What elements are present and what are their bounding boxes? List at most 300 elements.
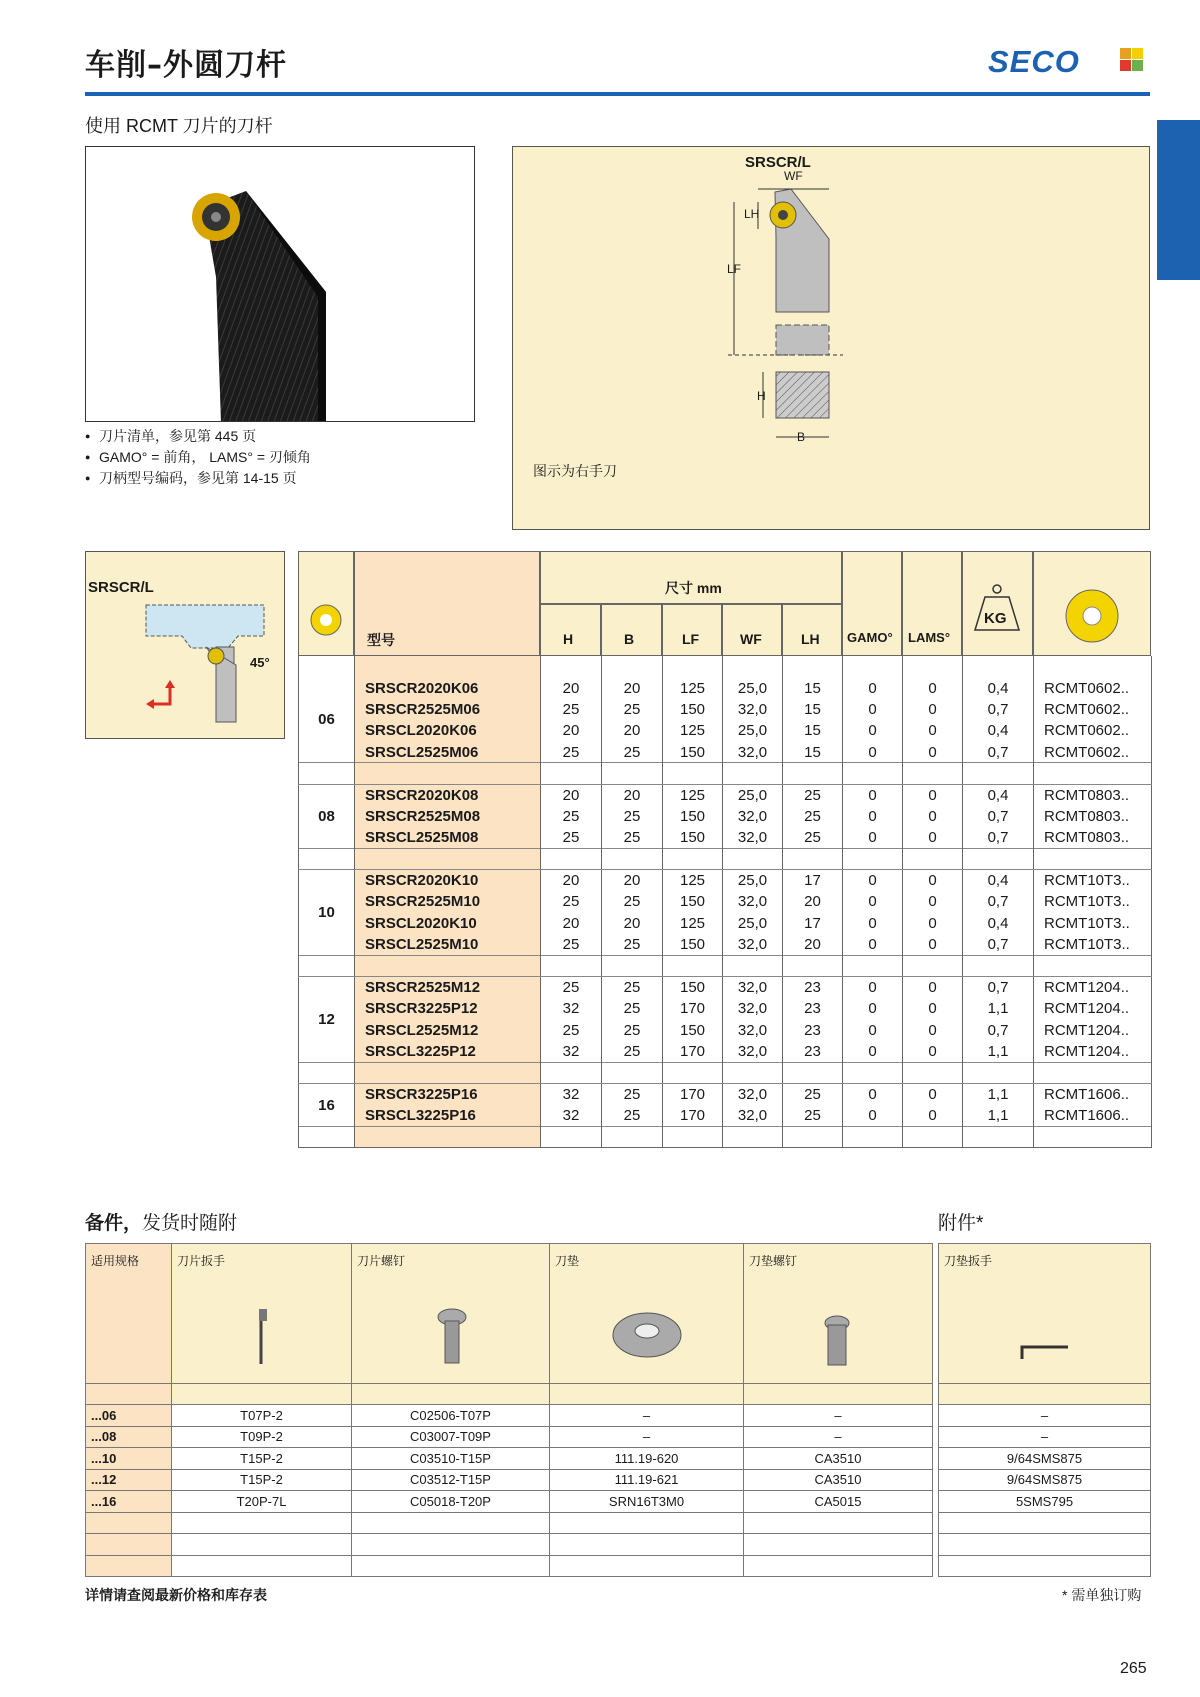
value-cell: 32 (541, 998, 602, 1019)
note-item: ● GAMO° = 前角， LAMS° = 刃倾角 (85, 447, 311, 468)
spares-header-size: 适用规格 (86, 1244, 172, 1384)
model-cell: SRSCR2525M12 (355, 977, 541, 998)
value-cell: 20 (783, 891, 843, 912)
value-cell: 20 (602, 870, 663, 891)
value-cell: 32,0 (723, 891, 783, 912)
insert-cell: RCMT0602.. (1034, 677, 1152, 698)
tool-table (298, 656, 1152, 1148)
value-cell: 0 (903, 934, 963, 955)
accessories-value-cell: 9/64SMS875 (939, 1448, 1151, 1470)
insert-cell: RCMT1204.. (1034, 1041, 1152, 1062)
value-cell: 32,0 (723, 1084, 783, 1105)
spares-table (85, 1243, 933, 1577)
spares-header-label: 刀垫 (555, 1254, 580, 1268)
value-cell: 20 (541, 677, 602, 698)
col-header-label: LAMS° (908, 630, 951, 645)
value-cell: 25 (602, 1041, 663, 1062)
value-cell: 0 (843, 806, 903, 827)
value-cell: 0,4 (963, 784, 1034, 805)
dim-label-wf: WF (784, 169, 803, 183)
table-row (299, 806, 1152, 827)
accessories-row (939, 1491, 1151, 1513)
mini-angle-label: 45° (250, 655, 270, 670)
value-cell: 150 (663, 977, 723, 998)
value-cell: 25 (602, 1105, 663, 1126)
model-cell: SRSCR2020K10 (355, 870, 541, 891)
insert-cell: RCMT0602.. (1034, 720, 1152, 741)
dim-label-b: B (797, 430, 806, 444)
value-cell: 0 (903, 699, 963, 720)
spacer-row (299, 849, 1152, 870)
value-cell: 0,7 (963, 977, 1034, 998)
insert-cell: RCMT0803.. (1034, 827, 1152, 848)
model-cell: SRSCL2525M08 (355, 827, 541, 848)
spares-empty-row (86, 1555, 933, 1577)
insert-cell: RCMT10T3.. (1034, 934, 1152, 955)
value-cell: 0 (903, 1020, 963, 1041)
col-header-label: B (624, 631, 635, 647)
spares-value-cell: – (744, 1405, 933, 1427)
value-cell: 170 (663, 1084, 723, 1105)
value-cell: 0,7 (963, 742, 1034, 763)
value-cell: 0 (843, 699, 903, 720)
value-cell: 0,4 (963, 913, 1034, 934)
spares-value-cell: T15P-2 (172, 1448, 352, 1470)
value-cell: 0 (903, 1041, 963, 1062)
value-cell: 25 (541, 977, 602, 998)
value-cell: 150 (663, 1020, 723, 1041)
spacer-row (299, 763, 1152, 784)
insert-cell: RCMT0803.. (1034, 806, 1152, 827)
insert-cell: RCMT0602.. (1034, 742, 1152, 763)
dims-header-label: 尺寸 mm (665, 580, 722, 596)
value-cell: 0 (843, 677, 903, 698)
mini-diagram-title: SRSCR/L (88, 579, 154, 596)
spares-size-cell: ...12 (86, 1469, 172, 1491)
accessories-value-cell: – (939, 1405, 1151, 1427)
value-cell: 1,1 (963, 1105, 1034, 1126)
value-cell: 25 (602, 1084, 663, 1105)
value-cell: 0,4 (963, 870, 1034, 891)
spares-header-shim-screw (744, 1244, 933, 1384)
value-cell: 125 (663, 913, 723, 934)
value-cell: 125 (663, 870, 723, 891)
spares-value-cell: C05018-T20P (352, 1491, 550, 1513)
value-cell: 1,1 (963, 1084, 1034, 1105)
value-cell: 150 (663, 699, 723, 720)
spares-header-label: 刀垫螺钉 (749, 1254, 798, 1268)
section-subtitle: 使用 RCMT 刀片的刀杆 (85, 116, 273, 136)
value-cell: 25 (602, 742, 663, 763)
accessories-empty-row (939, 1534, 1151, 1556)
value-cell: 23 (783, 998, 843, 1019)
value-cell: 15 (783, 720, 843, 741)
spares-size-cell: ...16 (86, 1491, 172, 1513)
value-cell: 0 (843, 1041, 903, 1062)
value-cell: 0 (843, 742, 903, 763)
accessories-row (939, 1469, 1151, 1491)
value-cell: 25 (602, 934, 663, 955)
table-row (299, 784, 1152, 805)
spares-value-cell: C03512-T15P (352, 1469, 550, 1491)
round-insert-icon (1034, 552, 1150, 655)
spares-empty-row (86, 1534, 933, 1556)
value-cell: 20 (602, 784, 663, 805)
shim-icon (555, 1269, 739, 1369)
insert-cell: RCMT10T3.. (1034, 870, 1152, 891)
spares-row (86, 1491, 933, 1513)
spares-value-cell: 111.19-620 (550, 1448, 744, 1470)
spares-header-key (172, 1244, 352, 1384)
accessories-row (939, 1426, 1151, 1448)
model-cell: SRSCL2525M10 (355, 934, 541, 955)
dim-label-lf: LF (727, 262, 742, 276)
value-cell: 25 (541, 934, 602, 955)
spares-header-label: 刀片扳手 (177, 1254, 226, 1268)
value-cell: 25,0 (723, 870, 783, 891)
value-cell: 125 (663, 677, 723, 698)
value-cell: 0 (903, 891, 963, 912)
value-cell: 0 (843, 913, 903, 934)
logo-mark-icon (1120, 48, 1144, 72)
value-cell: 0,7 (963, 891, 1034, 912)
value-cell: 25 (541, 1020, 602, 1041)
value-cell: 0 (903, 998, 963, 1019)
model-cell: SRSCR3225P16 (355, 1084, 541, 1105)
value-cell: 32,0 (723, 998, 783, 1019)
accessories-empty-row (939, 1555, 1151, 1577)
toolholder-photo (85, 146, 475, 422)
insert-size-cell: 10 (299, 870, 355, 956)
value-cell: 15 (783, 699, 843, 720)
table-row (299, 934, 1152, 955)
spares-header-label: 刀片螺钉 (357, 1254, 406, 1268)
value-cell: 25 (602, 998, 663, 1019)
insert-cell: RCMT10T3.. (1034, 891, 1152, 912)
acc-header-label: 刀垫扳手 (944, 1254, 993, 1268)
value-cell: 32 (541, 1041, 602, 1062)
page-number: 265 (1120, 1660, 1147, 1677)
spares-value-cell: CA5015 (744, 1491, 933, 1513)
value-cell: 0 (903, 913, 963, 934)
model-cell: SRSCR3225P12 (355, 998, 541, 1019)
col-b-header (601, 604, 662, 656)
value-cell: 0 (843, 1084, 903, 1105)
spares-value-cell: – (744, 1426, 933, 1448)
value-cell: 25 (783, 784, 843, 805)
value-cell: 0 (903, 677, 963, 698)
spares-value-cell: 111.19-621 (550, 1469, 744, 1491)
value-cell: 0 (843, 934, 903, 955)
spares-title-main: 备件， (85, 1213, 143, 1234)
value-cell: 0 (843, 827, 903, 848)
spares-title (85, 1208, 237, 1235)
accessories-value-cell: 5SMS795 (939, 1491, 1151, 1513)
value-cell: 25,0 (723, 677, 783, 698)
value-cell: 32,0 (723, 742, 783, 763)
page-title: 车削–外圆刀杆 (85, 48, 287, 83)
spares-row (86, 1448, 933, 1470)
value-cell: 25 (541, 891, 602, 912)
value-cell: 125 (663, 784, 723, 805)
spares-row (86, 1469, 933, 1491)
insert-cell: RCMT0803.. (1034, 784, 1152, 805)
value-cell: 25 (602, 1020, 663, 1041)
col-header-label: LF (682, 631, 700, 647)
spares-value-cell: T07P-2 (172, 1405, 352, 1427)
spares-value-cell: T15P-2 (172, 1469, 352, 1491)
table-row (299, 1084, 1152, 1105)
value-cell: 150 (663, 891, 723, 912)
value-cell: 0 (843, 720, 903, 741)
value-cell: 0,7 (963, 699, 1034, 720)
value-cell: 170 (663, 1041, 723, 1062)
model-header (354, 551, 540, 656)
model-cell: SRSCL2020K10 (355, 913, 541, 934)
value-cell: 25 (541, 827, 602, 848)
spacer-row (299, 955, 1152, 976)
spares-value-cell: C03007-T09P (352, 1426, 550, 1448)
dims-header (540, 551, 842, 604)
model-cell: SRSCL2525M06 (355, 742, 541, 763)
value-cell: 15 (783, 677, 843, 698)
weight-header (962, 551, 1033, 656)
model-cell: SRSCR2525M08 (355, 806, 541, 827)
insert-cell: RCMT10T3.. (1034, 913, 1152, 934)
weight-icon (963, 552, 1032, 655)
value-cell: 0,7 (963, 827, 1034, 848)
accessories-empty-row (939, 1512, 1151, 1534)
model-header-label: 型号 (367, 632, 395, 648)
value-cell: 25 (602, 977, 663, 998)
value-cell: 125 (663, 720, 723, 741)
weight-label: KG (984, 610, 1007, 627)
value-cell: 0 (843, 1020, 903, 1041)
value-cell: 0 (903, 870, 963, 891)
value-cell: 23 (783, 977, 843, 998)
value-cell: 150 (663, 806, 723, 827)
spares-value-cell: T20P-7L (172, 1491, 352, 1513)
insert-cell: RCMT1606.. (1034, 1084, 1152, 1105)
value-cell: 0 (903, 977, 963, 998)
spares-value-cell: – (550, 1405, 744, 1427)
torx-key-icon (177, 1269, 347, 1369)
insert-size-cell: 12 (299, 977, 355, 1063)
value-cell: 25 (602, 699, 663, 720)
value-cell: 32,0 (723, 1020, 783, 1041)
table-row (299, 827, 1152, 848)
value-cell: 32 (541, 1084, 602, 1105)
accessories-value-cell: 9/64SMS875 (939, 1469, 1151, 1491)
value-cell: 0,7 (963, 1020, 1034, 1041)
value-cell: 25 (541, 806, 602, 827)
col-lf-header (662, 604, 722, 656)
insert-cell: RCMT1204.. (1034, 998, 1152, 1019)
col-h-header (540, 604, 601, 656)
model-cell: SRSCL3225P16 (355, 1105, 541, 1126)
value-cell: 25,0 (723, 784, 783, 805)
toolholder-image (86, 147, 475, 422)
col-header-label: LH (801, 631, 820, 647)
accessories-table (938, 1243, 1151, 1577)
accessories-row (939, 1405, 1151, 1427)
spares-empty-row (86, 1512, 933, 1534)
table-row (299, 699, 1152, 720)
value-cell: 0 (843, 1105, 903, 1126)
acc-header-key (939, 1244, 1151, 1384)
dim-label-h: H (757, 389, 766, 403)
value-cell: 20 (602, 720, 663, 741)
spares-header-screw (352, 1244, 550, 1384)
value-cell: 25 (602, 827, 663, 848)
value-cell: 0 (903, 806, 963, 827)
value-cell: 32 (541, 1105, 602, 1126)
col-lh-header (782, 604, 842, 656)
spacer-row (299, 1127, 1152, 1148)
model-cell: SRSCR2525M06 (355, 699, 541, 720)
diagram-title: SRSCR/L (745, 154, 811, 171)
spares-size-cell: ...10 (86, 1448, 172, 1470)
screw-icon (357, 1269, 545, 1369)
table-row (299, 1041, 1152, 1062)
hex-key-icon (944, 1269, 1144, 1369)
value-cell: 25 (783, 806, 843, 827)
model-cell: SRSCR2020K06 (355, 677, 541, 698)
value-cell: 20 (541, 870, 602, 891)
value-cell: 17 (783, 913, 843, 934)
insert-cell: RCMT1204.. (1034, 977, 1152, 998)
table-row (299, 742, 1152, 763)
spares-value-cell: – (550, 1426, 744, 1448)
section-tab (1157, 120, 1200, 280)
value-cell: 32,0 (723, 806, 783, 827)
value-cell: 25 (783, 1084, 843, 1105)
table-row (299, 1105, 1152, 1126)
value-cell: 25,0 (723, 913, 783, 934)
note-item: ● 刀柄型号编码，参见第 14-15 页 (85, 468, 311, 489)
col-header-label: GAMO° (847, 630, 893, 645)
insert-size-cell: 06 (299, 677, 355, 763)
value-cell: 150 (663, 742, 723, 763)
table-row (299, 891, 1152, 912)
value-cell: 0 (843, 784, 903, 805)
insert-icon (299, 552, 353, 655)
value-cell: 25 (783, 827, 843, 848)
accessories-value-cell: – (939, 1426, 1151, 1448)
table-row (299, 677, 1152, 698)
value-cell: 0 (843, 870, 903, 891)
spares-row (86, 1426, 933, 1448)
value-cell: 32,0 (723, 1041, 783, 1062)
table-row (299, 720, 1152, 741)
value-cell: 150 (663, 934, 723, 955)
spares-value-cell: CA3510 (744, 1448, 933, 1470)
value-cell: 32,0 (723, 699, 783, 720)
model-cell: SRSCL3225P12 (355, 1041, 541, 1062)
spares-size-cell: ...08 (86, 1426, 172, 1448)
value-cell: 0 (903, 1084, 963, 1105)
value-cell: 25 (602, 891, 663, 912)
footer-footnote: * 需单独订购 (1062, 1587, 1142, 1603)
spares-title-rest: 发货时随附 (142, 1213, 238, 1234)
value-cell: 25 (602, 806, 663, 827)
value-cell: 20 (783, 934, 843, 955)
footer-note: 详情请查阅最新价格和库存表 (85, 1587, 267, 1603)
value-cell: 32,0 (723, 827, 783, 848)
note-item: ● 刀片清单，参见第 445 页 (85, 426, 311, 447)
value-cell: 20 (602, 913, 663, 934)
value-cell: 150 (663, 827, 723, 848)
value-cell: 32,0 (723, 1105, 783, 1126)
main-table-wrap (298, 656, 1151, 1148)
insert-size-cell: 16 (299, 1084, 355, 1127)
col-gamo-header (842, 551, 902, 656)
accessories-title: 附件* (938, 1213, 984, 1234)
value-cell: 23 (783, 1041, 843, 1062)
diagram-caption: 图示为右手刀 (533, 463, 617, 479)
col-header-label: WF (740, 631, 762, 647)
value-cell: 23 (783, 1020, 843, 1041)
header-rule (85, 92, 1150, 96)
insert-cell: RCMT0602.. (1034, 699, 1152, 720)
insert-size-cell: 08 (299, 784, 355, 848)
value-cell: 1,1 (963, 998, 1034, 1019)
table-row (299, 870, 1152, 891)
value-cell: 15 (783, 742, 843, 763)
value-cell: 0 (903, 1105, 963, 1126)
model-cell: SRSCR2020K08 (355, 784, 541, 805)
brand-name: SECO (988, 44, 1080, 79)
value-cell: 32,0 (723, 934, 783, 955)
model-cell: SRSCL2020K06 (355, 720, 541, 741)
value-cell: 0 (843, 998, 903, 1019)
spares-value-cell: SRN16T3M0 (550, 1491, 744, 1513)
accessories-row (939, 1448, 1151, 1470)
table-row (299, 1020, 1152, 1041)
value-cell: 0 (843, 891, 903, 912)
spares-value-cell: CA3510 (744, 1469, 933, 1491)
value-cell: 0,7 (963, 934, 1034, 955)
value-cell: 0,7 (963, 806, 1034, 827)
value-cell: 20 (602, 677, 663, 698)
value-cell: 0 (843, 977, 903, 998)
value-cell: 20 (541, 720, 602, 741)
value-cell: 20 (541, 784, 602, 805)
spares-value-cell: T09P-2 (172, 1426, 352, 1448)
table-row (299, 998, 1152, 1019)
value-cell: 20 (541, 913, 602, 934)
value-cell: 25 (541, 699, 602, 720)
value-cell: 25 (783, 1105, 843, 1126)
value-cell: 25 (541, 742, 602, 763)
value-cell: 0 (903, 742, 963, 763)
value-cell: 25,0 (723, 720, 783, 741)
col-lams-header (902, 551, 962, 656)
col-wf-header (722, 604, 782, 656)
shim-screw-icon (749, 1269, 928, 1369)
spares-value-cell: C03510-T15P (352, 1448, 550, 1470)
value-cell: 32,0 (723, 977, 783, 998)
model-cell: SRSCR2525M10 (355, 891, 541, 912)
insert-header (1033, 551, 1151, 656)
value-cell: 1,1 (963, 1041, 1034, 1062)
table-row (299, 977, 1152, 998)
spares-row (86, 1405, 933, 1427)
value-cell: 0 (903, 827, 963, 848)
spares-value-cell: C02506-T07P (352, 1405, 550, 1427)
value-cell: 0,4 (963, 720, 1034, 741)
spares-header-shim (550, 1244, 744, 1384)
